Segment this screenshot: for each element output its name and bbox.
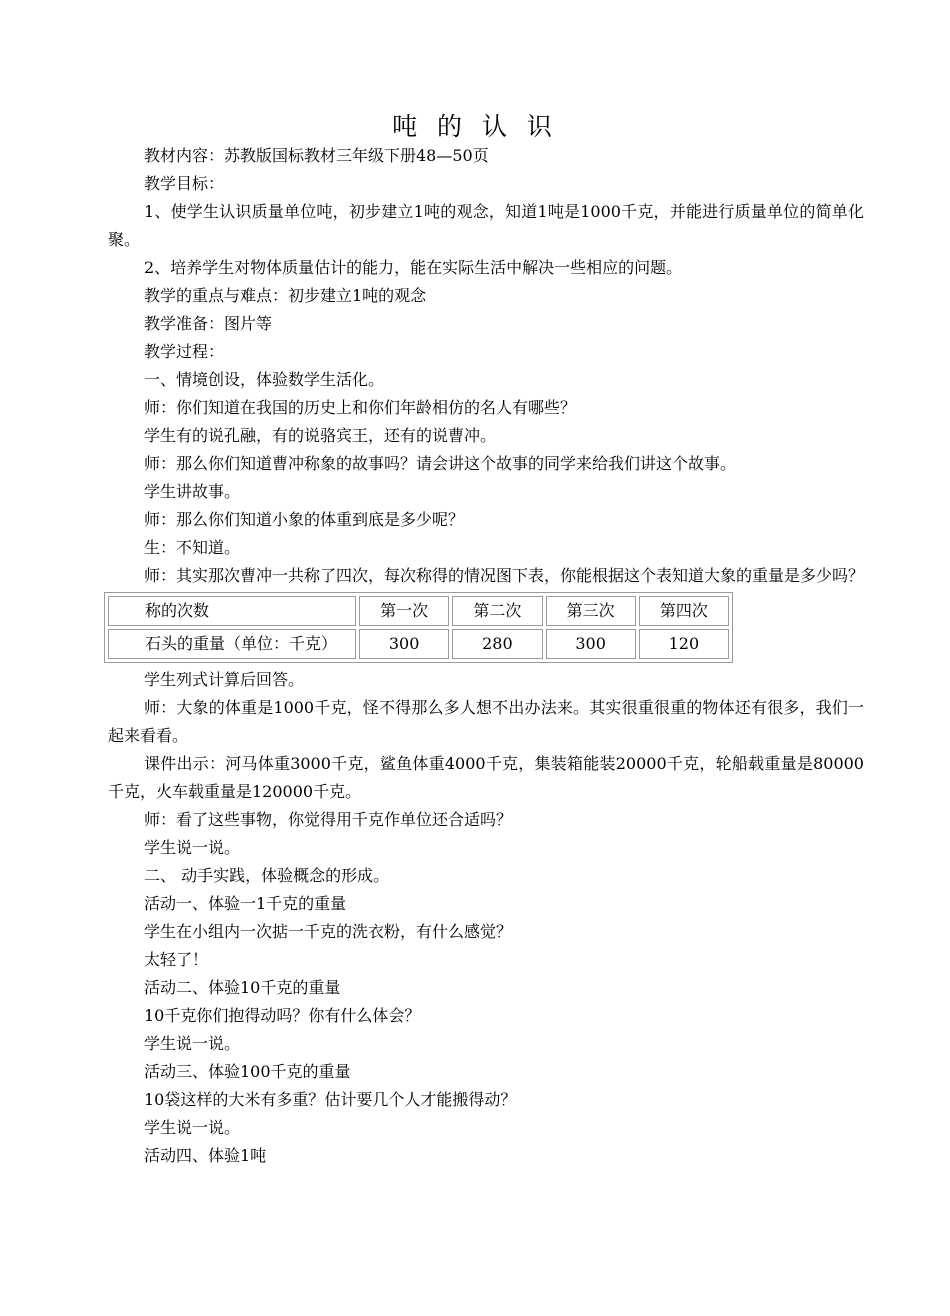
weighing-table-wrapper <box>104 592 864 666</box>
paragraph: 教学过程： <box>144 342 225 361</box>
paragraph: 学生列式计算后回答。 <box>144 670 305 689</box>
paragraph: 1、使学生认识质量单位吨，初步建立1吨的观念，知道1吨是1000千克，并能进行质量单位的简单化聚。 <box>108 202 864 249</box>
table-cell: 120 <box>639 629 729 659</box>
paragraph: 活动三、体验100千克的重量 <box>144 1062 351 1081</box>
paragraph: 师：那么你们知道小象的体重到底是多少呢？ <box>144 510 465 529</box>
table-row <box>108 596 729 626</box>
paragraph: 教学的重点与难点：初步建立1吨的观念 <box>144 286 427 305</box>
weighing-table <box>104 592 733 663</box>
paragraph: 师：那么你们知道曹冲称象的故事吗？请会讲这个故事的同学来给我们讲这个故事。 <box>144 454 737 473</box>
paragraph: 2、培养学生对物体质量估计的能力，能在实际生活中解决一些相应的问题。 <box>144 258 683 277</box>
paragraph: 教材内容：苏教版国标教材三年级下册48—50页 <box>144 146 489 165</box>
paragraph: 师：看了这些事物，你觉得用千克作单位还合适吗？ <box>144 810 513 829</box>
table-header-cell: 第一次 <box>359 596 449 626</box>
paragraph: 学生讲故事。 <box>144 482 241 501</box>
paragraph: 教学准备：图片等 <box>144 314 273 333</box>
page-title: 吨 的 认 识 <box>392 112 558 141</box>
paragraph: 太轻了！ <box>144 950 209 969</box>
table-row-label: 称的次数 <box>108 596 356 626</box>
paragraph: 课件出示：河马体重3000千克，鲨鱼体重4000千克，集装箱能装20000千克，轮船载重量是80000千克，火车载重量是120000千克。 <box>108 754 864 801</box>
section-heading: 一、情境创设，体验数学生活化。 <box>144 370 385 389</box>
paragraph: 活动二、体验10千克的重量 <box>144 978 341 997</box>
paragraph: 10袋这样的大米有多重？估计要几个人才能搬得动？ <box>144 1090 517 1109</box>
paragraph: 学生有的说孔融，有的说骆宾王，还有的说曹冲。 <box>144 426 497 445</box>
paragraph: 师：其实那次曹冲一共称了四次，每次称得的情况图下表，你能根据这个表知道大象的重量是多少吗？ <box>144 566 865 585</box>
paragraph: 活动四、体验1吨 <box>144 1146 267 1165</box>
paragraph: 师：大象的体重是1000千克，怪不得那么多人想不出办法来。其实很重很重的物体还有很多，我们一起来看看。 <box>108 698 864 745</box>
table-header-cell: 第三次 <box>546 596 636 626</box>
paragraph: 教学目标： <box>144 174 225 193</box>
table-row-label: 石头的重量（单位：千克） <box>108 629 356 659</box>
table-row <box>108 629 729 659</box>
paragraph: 生：不知道。 <box>144 538 241 557</box>
table-header-cell: 第四次 <box>639 596 729 626</box>
table-cell: 300 <box>546 629 636 659</box>
table-cell: 300 <box>359 629 449 659</box>
table-header-cell: 第二次 <box>452 596 542 626</box>
paragraph: 师：你们知道在我国的历史上和你们年龄相仿的名人有哪些？ <box>144 398 577 417</box>
paragraph: 学生说一说。 <box>144 838 241 857</box>
paragraph: 学生说一说。 <box>144 1034 241 1053</box>
paragraph: 活动一、体验一1千克的重量 <box>144 894 347 913</box>
paragraph: 学生说一说。 <box>144 1118 241 1137</box>
document-body <box>108 142 864 1170</box>
paragraph: 10千克你们抱得动吗？你有什么体会？ <box>144 1006 421 1025</box>
section-heading: 二、 动手实践，体验概念的形成。 <box>144 866 390 885</box>
paragraph: 学生在小组内一次掂一千克的洗衣粉，有什么感觉？ <box>144 922 513 941</box>
table-cell: 280 <box>452 629 542 659</box>
